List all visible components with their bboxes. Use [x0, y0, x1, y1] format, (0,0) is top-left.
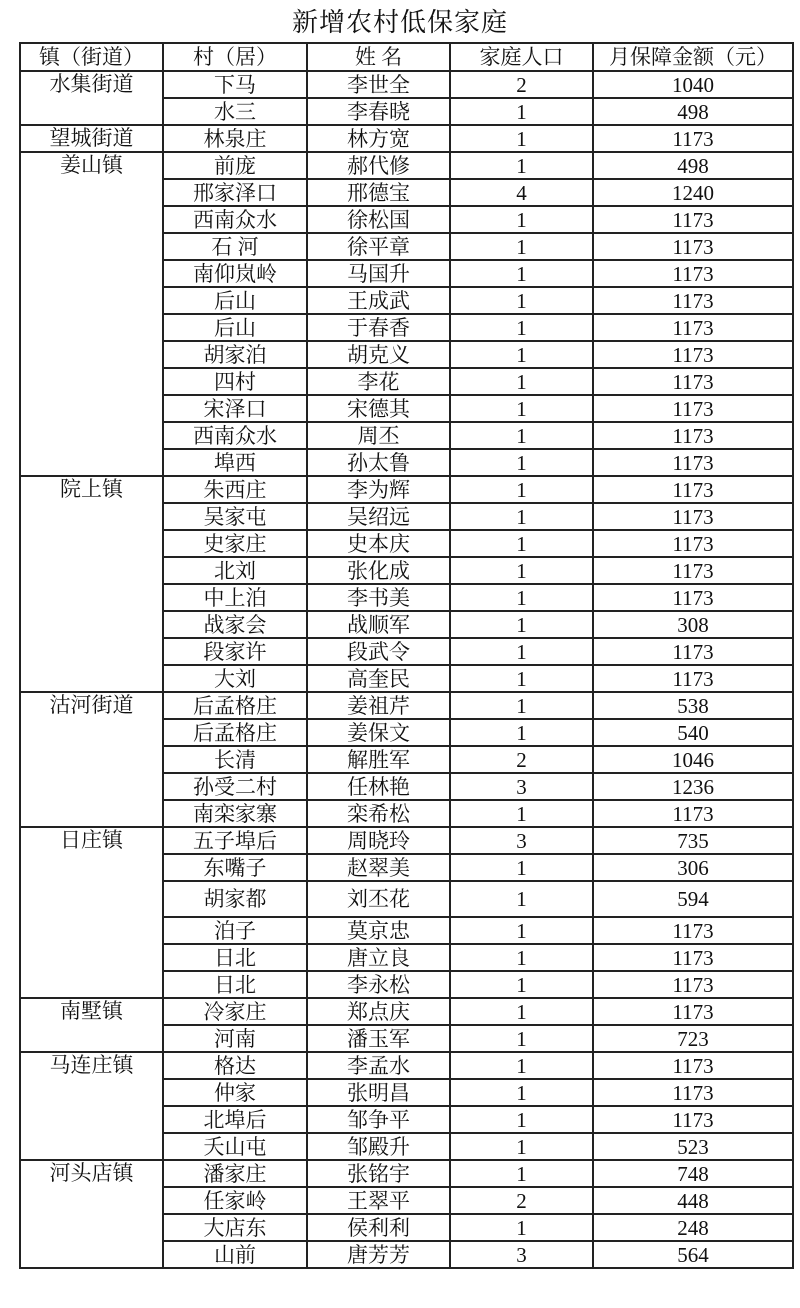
name-cell: 邹争平 — [307, 1106, 450, 1133]
village-cell: 中上泊 — [163, 584, 307, 611]
village-cell: 日北 — [163, 971, 307, 998]
town-cell: 河头店镇 — [20, 1160, 163, 1268]
monthly-amount-cell: 1173 — [593, 260, 793, 287]
monthly-amount-cell: 538 — [593, 692, 793, 719]
monthly-amount-cell: 1240 — [593, 179, 793, 206]
monthly-amount-cell: 723 — [593, 1025, 793, 1052]
name-cell: 胡克义 — [307, 341, 450, 368]
name-cell: 徐松国 — [307, 206, 450, 233]
household-size-cell: 1 — [450, 1133, 593, 1160]
household-size-cell: 1 — [450, 1052, 593, 1079]
household-size-cell: 1 — [450, 854, 593, 881]
monthly-amount-cell: 1173 — [593, 368, 793, 395]
village-cell: 大店东 — [163, 1214, 307, 1241]
monthly-amount-cell: 1173 — [593, 422, 793, 449]
table-row — [20, 998, 793, 1025]
monthly-amount-cell: 1173 — [593, 314, 793, 341]
household-size-cell: 1 — [450, 665, 593, 692]
table-row — [20, 152, 793, 179]
village-cell: 朱西庄 — [163, 476, 307, 503]
town-cell: 马连庄镇 — [20, 1052, 163, 1160]
header-town: 镇（街道） — [20, 43, 163, 71]
monthly-amount-cell: 523 — [593, 1133, 793, 1160]
household-size-cell: 2 — [450, 1187, 593, 1214]
monthly-amount-cell: 1173 — [593, 917, 793, 944]
name-cell: 李花 — [307, 368, 450, 395]
monthly-amount-cell: 1173 — [593, 800, 793, 827]
table-body — [20, 71, 793, 1268]
household-size-cell: 1 — [450, 368, 593, 395]
household-size-cell: 1 — [450, 692, 593, 719]
household-size-cell: 1 — [450, 503, 593, 530]
monthly-amount-cell: 594 — [593, 881, 793, 917]
household-size-cell: 1 — [450, 1160, 593, 1187]
household-size-cell: 1 — [450, 530, 593, 557]
name-cell: 孙太鲁 — [307, 449, 450, 476]
monthly-amount-cell: 1173 — [593, 1079, 793, 1106]
village-cell: 后孟格庄 — [163, 719, 307, 746]
header-name: 姓 名 — [307, 43, 450, 71]
name-cell: 林方宽 — [307, 125, 450, 152]
name-cell: 王翠平 — [307, 1187, 450, 1214]
town-cell: 水集街道 — [20, 71, 163, 125]
name-cell: 段武令 — [307, 638, 450, 665]
name-cell: 战顺军 — [307, 611, 450, 638]
household-size-cell: 1 — [450, 287, 593, 314]
monthly-amount-cell: 306 — [593, 854, 793, 881]
village-cell: 胡家泊 — [163, 341, 307, 368]
village-cell: 史家庄 — [163, 530, 307, 557]
household-size-cell: 1 — [450, 98, 593, 125]
monthly-amount-cell: 1173 — [593, 665, 793, 692]
household-size-cell: 3 — [450, 1241, 593, 1268]
table-header-row — [20, 43, 793, 71]
household-size-cell: 2 — [450, 746, 593, 773]
household-size-cell: 1 — [450, 971, 593, 998]
village-cell: 潘家庄 — [163, 1160, 307, 1187]
name-cell: 唐立良 — [307, 944, 450, 971]
village-cell: 前庞 — [163, 152, 307, 179]
village-cell: 长清 — [163, 746, 307, 773]
monthly-amount-cell: 1173 — [593, 341, 793, 368]
household-size-cell: 1 — [450, 341, 593, 368]
name-cell: 郑点庆 — [307, 998, 450, 1025]
household-size-cell: 4 — [450, 179, 593, 206]
village-cell: 埠西 — [163, 449, 307, 476]
village-cell: 后孟格庄 — [163, 692, 307, 719]
village-cell: 南仰岚岭 — [163, 260, 307, 287]
household-size-cell: 1 — [450, 1025, 593, 1052]
village-cell: 东嘴子 — [163, 854, 307, 881]
monthly-amount-cell: 1173 — [593, 944, 793, 971]
town-cell: 望城街道 — [20, 125, 163, 152]
name-cell: 姜保文 — [307, 719, 450, 746]
name-cell: 邢德宝 — [307, 179, 450, 206]
monthly-amount-cell: 1173 — [593, 557, 793, 584]
monthly-amount-cell: 1173 — [593, 449, 793, 476]
household-size-cell: 1 — [450, 719, 593, 746]
name-cell: 李世全 — [307, 71, 450, 98]
town-cell: 院上镇 — [20, 476, 163, 692]
table-row — [20, 692, 793, 719]
name-cell: 栾希松 — [307, 800, 450, 827]
name-cell: 莫京忠 — [307, 917, 450, 944]
name-cell: 赵翠美 — [307, 854, 450, 881]
household-size-cell: 1 — [450, 395, 593, 422]
village-cell: 下马 — [163, 71, 307, 98]
town-cell: 日庄镇 — [20, 827, 163, 998]
table-row — [20, 1052, 793, 1079]
village-cell: 五子埠后 — [163, 827, 307, 854]
household-size-cell: 1 — [450, 206, 593, 233]
monthly-amount-cell: 1173 — [593, 287, 793, 314]
monthly-amount-cell: 1173 — [593, 503, 793, 530]
village-cell: 南栾家寨 — [163, 800, 307, 827]
header-household-size: 家庭人口 — [450, 43, 593, 71]
monthly-amount-cell: 1173 — [593, 530, 793, 557]
household-size-cell: 1 — [450, 557, 593, 584]
household-size-cell: 1 — [450, 1214, 593, 1241]
name-cell: 姜祖芹 — [307, 692, 450, 719]
village-cell: 冷家庄 — [163, 998, 307, 1025]
household-size-cell: 3 — [450, 773, 593, 800]
village-cell: 后山 — [163, 287, 307, 314]
household-size-cell: 1 — [450, 314, 593, 341]
town-cell: 沽河街道 — [20, 692, 163, 827]
monthly-amount-cell: 1173 — [593, 125, 793, 152]
name-cell: 史本庆 — [307, 530, 450, 557]
town-cell: 姜山镇 — [20, 152, 163, 476]
household-size-cell: 2 — [450, 71, 593, 98]
name-cell: 李书美 — [307, 584, 450, 611]
name-cell: 张铭宇 — [307, 1160, 450, 1187]
village-cell: 西南众水 — [163, 422, 307, 449]
village-cell: 林泉庄 — [163, 125, 307, 152]
name-cell: 周晓玲 — [307, 827, 450, 854]
monthly-amount-cell: 1173 — [593, 638, 793, 665]
village-cell: 北埠后 — [163, 1106, 307, 1133]
household-size-cell: 1 — [450, 152, 593, 179]
household-size-cell: 1 — [450, 881, 593, 917]
table-row — [20, 71, 793, 98]
village-cell: 泊子 — [163, 917, 307, 944]
name-cell: 周丕 — [307, 422, 450, 449]
name-cell: 唐芳芳 — [307, 1241, 450, 1268]
name-cell: 刘丕花 — [307, 881, 450, 917]
village-cell: 石 河 — [163, 233, 307, 260]
monthly-amount-cell: 248 — [593, 1214, 793, 1241]
village-cell: 四村 — [163, 368, 307, 395]
village-cell: 河南 — [163, 1025, 307, 1052]
monthly-amount-cell: 564 — [593, 1241, 793, 1268]
monthly-amount-cell: 1040 — [593, 71, 793, 98]
name-cell: 李永松 — [307, 971, 450, 998]
village-cell: 日北 — [163, 944, 307, 971]
household-size-cell: 1 — [450, 449, 593, 476]
village-cell: 任家岭 — [163, 1187, 307, 1214]
village-cell: 山前 — [163, 1241, 307, 1268]
monthly-amount-cell: 1173 — [593, 395, 793, 422]
low-income-families-table — [19, 42, 794, 1269]
header-village: 村（居） — [163, 43, 307, 71]
household-size-cell: 1 — [450, 611, 593, 638]
village-cell: 段家许 — [163, 638, 307, 665]
household-size-cell: 1 — [450, 917, 593, 944]
name-cell: 郝代修 — [307, 152, 450, 179]
household-size-cell: 1 — [450, 638, 593, 665]
table-row — [20, 125, 793, 152]
name-cell: 吴绍远 — [307, 503, 450, 530]
name-cell: 李为辉 — [307, 476, 450, 503]
village-cell: 水三 — [163, 98, 307, 125]
monthly-amount-cell: 1173 — [593, 971, 793, 998]
monthly-amount-cell: 498 — [593, 98, 793, 125]
monthly-amount-cell: 308 — [593, 611, 793, 638]
monthly-amount-cell: 1173 — [593, 998, 793, 1025]
name-cell: 高奎民 — [307, 665, 450, 692]
name-cell: 侯利利 — [307, 1214, 450, 1241]
name-cell: 张明昌 — [307, 1079, 450, 1106]
monthly-amount-cell: 1173 — [593, 233, 793, 260]
name-cell: 邹殿升 — [307, 1133, 450, 1160]
name-cell: 马国升 — [307, 260, 450, 287]
table-row — [20, 476, 793, 503]
monthly-amount-cell: 1173 — [593, 476, 793, 503]
monthly-amount-cell: 1236 — [593, 773, 793, 800]
monthly-amount-cell: 1173 — [593, 1106, 793, 1133]
village-cell: 北刘 — [163, 557, 307, 584]
name-cell: 李孟水 — [307, 1052, 450, 1079]
household-size-cell: 1 — [450, 233, 593, 260]
monthly-amount-cell: 448 — [593, 1187, 793, 1214]
village-cell: 战家会 — [163, 611, 307, 638]
household-size-cell: 1 — [450, 584, 593, 611]
village-cell: 格达 — [163, 1052, 307, 1079]
monthly-amount-cell: 498 — [593, 152, 793, 179]
header-monthly-amount: 月保障金额（元） — [593, 43, 793, 71]
household-size-cell: 1 — [450, 944, 593, 971]
table-row — [20, 1160, 793, 1187]
town-cell: 南墅镇 — [20, 998, 163, 1052]
village-cell: 仲家 — [163, 1079, 307, 1106]
monthly-amount-cell: 1173 — [593, 1052, 793, 1079]
monthly-amount-cell: 1046 — [593, 746, 793, 773]
household-size-cell: 1 — [450, 476, 593, 503]
household-size-cell: 1 — [450, 1106, 593, 1133]
village-cell: 胡家都 — [163, 881, 307, 917]
village-cell: 宋泽口 — [163, 395, 307, 422]
monthly-amount-cell: 1173 — [593, 206, 793, 233]
village-cell: 邢家泽口 — [163, 179, 307, 206]
household-size-cell: 1 — [450, 800, 593, 827]
village-cell: 孙受二村 — [163, 773, 307, 800]
name-cell: 李春晓 — [307, 98, 450, 125]
table-row — [20, 827, 793, 854]
village-cell: 后山 — [163, 314, 307, 341]
household-size-cell: 1 — [450, 125, 593, 152]
monthly-amount-cell: 1173 — [593, 584, 793, 611]
household-size-cell: 1 — [450, 1079, 593, 1106]
name-cell: 解胜军 — [307, 746, 450, 773]
name-cell: 任林艳 — [307, 773, 450, 800]
household-size-cell: 1 — [450, 260, 593, 287]
name-cell: 王成武 — [307, 287, 450, 314]
village-cell: 西南众水 — [163, 206, 307, 233]
household-size-cell: 1 — [450, 422, 593, 449]
monthly-amount-cell: 735 — [593, 827, 793, 854]
monthly-amount-cell: 540 — [593, 719, 793, 746]
name-cell: 宋德其 — [307, 395, 450, 422]
name-cell: 徐平章 — [307, 233, 450, 260]
village-cell: 夭山屯 — [163, 1133, 307, 1160]
household-size-cell: 1 — [450, 998, 593, 1025]
document-title: 新增农村低保家庭 — [291, 8, 508, 37]
village-cell: 大刘 — [163, 665, 307, 692]
household-size-cell: 3 — [450, 827, 593, 854]
name-cell: 于春香 — [307, 314, 450, 341]
village-cell: 吴家屯 — [163, 503, 307, 530]
monthly-amount-cell: 748 — [593, 1160, 793, 1187]
name-cell: 张化成 — [307, 557, 450, 584]
name-cell: 潘玉军 — [307, 1025, 450, 1052]
